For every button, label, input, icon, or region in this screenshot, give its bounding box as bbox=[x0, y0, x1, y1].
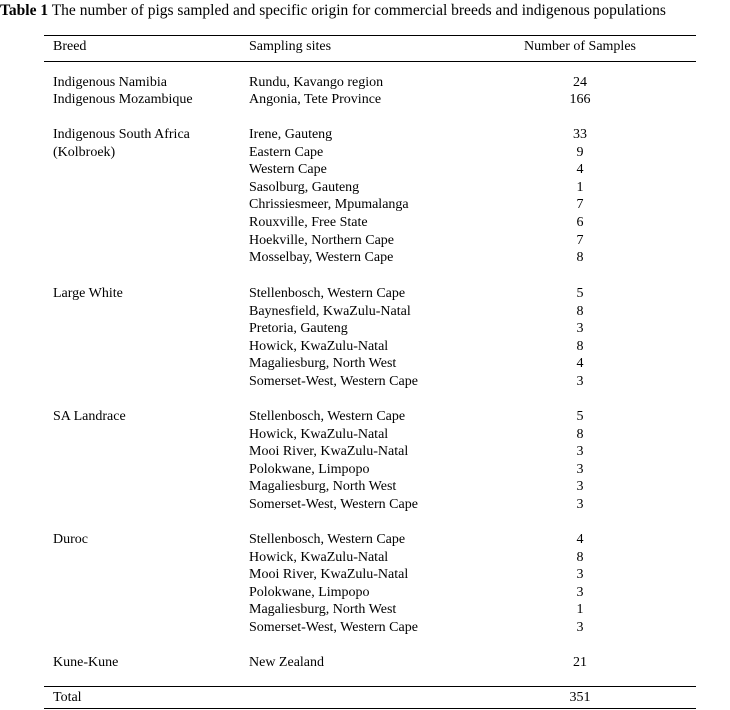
sampling-site: Howick, KwaZulu-Natal bbox=[249, 549, 389, 565]
breed-name: Duroc bbox=[53, 532, 88, 547]
header-rule bbox=[44, 61, 696, 62]
table-caption bbox=[0, 2, 730, 20]
sampling-site: Irene, Gauteng bbox=[249, 127, 333, 142]
sample-count: 33 bbox=[573, 127, 587, 142]
sample-count: 5 bbox=[576, 409, 584, 424]
sample-count: 3 bbox=[576, 444, 584, 460]
sampling-site: Sasolburg, Gauteng bbox=[249, 179, 360, 195]
total-label: Total bbox=[53, 690, 82, 705]
sample-count: 5 bbox=[576, 286, 584, 301]
sample-count: 7 bbox=[576, 232, 584, 248]
breed-name: SA Landrace bbox=[53, 409, 126, 424]
sample-count: 4 bbox=[576, 532, 584, 547]
sample-count: 9 bbox=[576, 144, 584, 160]
sampling-site: Magaliesburg, North West bbox=[249, 479, 397, 495]
sampling-site: Pretoria, Gauteng bbox=[249, 321, 348, 337]
header-number-of-samples: Number of Samples bbox=[524, 39, 636, 54]
sample-count: 3 bbox=[576, 584, 584, 600]
sampling-site: Somerset-West, Western Cape bbox=[249, 374, 418, 389]
sample-count: 3 bbox=[576, 479, 584, 495]
breed-name: Kune-Kune bbox=[53, 655, 119, 670]
sample-count: 7 bbox=[576, 197, 584, 213]
breed-name: Large White bbox=[53, 286, 123, 301]
sample-count: 21 bbox=[573, 655, 587, 670]
sample-count: 1 bbox=[576, 179, 584, 195]
sampling-site: Stellenbosch, Western Cape bbox=[249, 409, 406, 424]
breed-name: (Kolbroek) bbox=[53, 144, 116, 160]
top-rule bbox=[44, 35, 696, 36]
sampling-site: Mosselbay, Western Cape bbox=[249, 250, 394, 266]
sampling-site: Magaliesburg, North West bbox=[249, 602, 397, 618]
table-label: Table 1 bbox=[0, 2, 49, 19]
sampling-site: Polokwane, Limpopo bbox=[249, 584, 370, 600]
sampling-site: Somerset-West, Western Cape bbox=[249, 497, 418, 512]
sampling-site: Eastern Cape bbox=[249, 144, 324, 160]
total-value: 351 bbox=[569, 690, 591, 705]
sample-count: 3 bbox=[576, 620, 584, 635]
breed-name: Indigenous South Africa bbox=[53, 127, 190, 142]
sampling-site: Rouxville, Free State bbox=[249, 215, 368, 230]
sampling-site: Polokwane, Limpopo bbox=[249, 461, 370, 477]
sample-count: 8 bbox=[576, 303, 584, 319]
sampling-site: Mooi River, KwaZulu-Natal bbox=[249, 444, 409, 460]
sample-count: 1 bbox=[576, 602, 584, 618]
sampling-site: Somerset-West, Western Cape bbox=[249, 620, 418, 635]
sample-count: 24 bbox=[573, 75, 587, 90]
table-title: The number of pigs sampled and specific origin for commercial breeds and indigenous populations bbox=[51, 2, 666, 19]
sampling-site: Hoekville, Northern Cape bbox=[249, 232, 395, 248]
sample-count: 166 bbox=[569, 92, 591, 107]
sample-count: 3 bbox=[576, 497, 584, 512]
sampling-site: Stellenbosch, Western Cape bbox=[249, 286, 406, 301]
sampling-site: Western Cape bbox=[249, 162, 327, 178]
total-rule bbox=[44, 686, 696, 687]
sample-count: 4 bbox=[576, 162, 584, 178]
header-sampling-sites: Sampling sites bbox=[249, 39, 332, 54]
sample-count: 4 bbox=[576, 356, 584, 372]
sampling-site: Angonia, Tete Province bbox=[249, 92, 382, 107]
sample-count: 3 bbox=[576, 374, 584, 389]
sample-count: 8 bbox=[576, 549, 584, 565]
sample-count: 3 bbox=[576, 321, 584, 337]
sampling-site: Mooi River, KwaZulu-Natal bbox=[249, 567, 409, 583]
sample-count: 8 bbox=[576, 426, 584, 442]
sample-count: 8 bbox=[576, 338, 584, 354]
sampling-site: Chrissiesmeer, Mpumalanga bbox=[249, 197, 409, 213]
sampling-site: Baynesfield, KwaZulu-Natal bbox=[249, 303, 411, 319]
sample-count: 6 bbox=[576, 215, 584, 230]
sampling-site: Rundu, Kavango region bbox=[249, 75, 384, 90]
sample-count: 3 bbox=[576, 461, 584, 477]
header-breed: Breed bbox=[53, 39, 87, 54]
breed-name: Indigenous Mozambique bbox=[53, 92, 193, 107]
sampling-site: New Zealand bbox=[249, 655, 325, 670]
sampling-site: Magaliesburg, North West bbox=[249, 356, 397, 372]
sample-count: 3 bbox=[576, 567, 584, 583]
sampling-site: Howick, KwaZulu-Natal bbox=[249, 338, 389, 354]
bottom-rule bbox=[44, 708, 696, 709]
sampling-site: Stellenbosch, Western Cape bbox=[249, 532, 406, 547]
breed-name: Indigenous Namibia bbox=[53, 75, 167, 90]
sample-count: 8 bbox=[576, 250, 584, 266]
sampling-site: Howick, KwaZulu-Natal bbox=[249, 426, 389, 442]
